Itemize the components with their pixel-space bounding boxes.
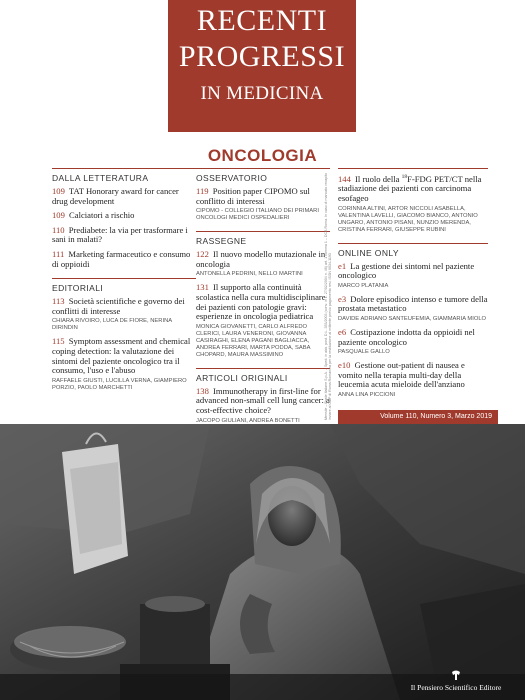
article-authors: CORINNIA ALTINI, ARTOR NICCOLI ASABELLA, VALENTINA LAVELLI, GIACOMO BIANCO, ANTONIO UNGARO, ANTONIO PISANI, NUNZIO MERENDA, CRISTINA FERRARI, GIUSEPPE RUBINI xyxy=(338,205,478,233)
masthead-line-1: RECENTI xyxy=(196,4,328,37)
toc-entry[interactable] xyxy=(338,262,488,290)
page-number: 113 xyxy=(52,296,65,307)
article-title-pre: Il ruolo della xyxy=(355,173,402,184)
article-authors: JACOPO GIULIANI, ANDREA BONETTI xyxy=(196,417,300,424)
toc-entry[interactable] xyxy=(338,295,488,323)
article-authors: CIPOMO - COLLEGIO ITALIANO DEI PRIMARI ONCOLOGI MEDICI OSPEDALIERI xyxy=(196,208,319,222)
article-title: Marketing farmaceutico e consumo di oppioidi xyxy=(52,248,191,269)
article-authors: MONICA GIOVANETTI, CARLO ALFREDO CLERICI, LAURA VENERONI, GIOVANNA CASIRAGHI, ELENA PAGANI BAGLIACCA, ANDREA FERRARI, MARTA PODDA, SABA CHOPARD, MAURA MASSIMINO xyxy=(196,323,311,358)
article-authors: DAVIDE ADRIANO SANTEUFEMIA, GIAMMARIA MIOLO xyxy=(338,316,487,323)
article-title: La gestione dei sintomi nel paziente oncologico xyxy=(338,260,475,281)
article-title: Calciatori a rischio xyxy=(69,210,135,221)
section-title: ARTICOLI ORIGINALI xyxy=(196,372,288,383)
isotope-superscript: 18 xyxy=(401,174,408,180)
section-rule xyxy=(338,243,488,244)
article-title: TAT Honorary award for cancer drug development xyxy=(52,186,179,206)
page-number: 110 xyxy=(52,224,65,235)
page-number: 138 xyxy=(196,385,209,396)
page-number: 131 xyxy=(196,282,209,293)
section-rule xyxy=(338,168,488,169)
toc-entry[interactable] xyxy=(52,337,196,391)
masthead xyxy=(168,0,356,132)
volume-issue-bar: Volume 110, Numero 3, Marzo 2019 xyxy=(338,410,498,424)
section-title: RASSEGNE xyxy=(196,236,247,247)
masthead-line-3: IN MEDICINA xyxy=(200,83,324,104)
toc-entry[interactable] xyxy=(52,250,196,269)
article-authors: MARCO PLATANIA xyxy=(338,282,389,289)
article-title: Prediabete: la via per trasformare i sani in malati? xyxy=(52,224,188,245)
toc-entry[interactable] xyxy=(196,283,330,358)
section-title: ONLINE ONLY xyxy=(338,247,399,258)
article-title: Dolore episodico intenso e tumore della prostata metastatico xyxy=(338,293,488,314)
page-number: 115 xyxy=(52,336,65,347)
page-number: 109 xyxy=(52,186,65,196)
page-number: e1 xyxy=(338,260,347,271)
page-number: e10 xyxy=(338,360,351,371)
article-title-post: F-FDG PET/CT nella stadiazione dei pazienti con carcinoma esofageo xyxy=(338,173,482,204)
article-title: Il nuovo modello mutazionale in oncologia xyxy=(196,249,326,269)
page-number: e6 xyxy=(338,327,347,338)
masthead-line-2: PROGRESSI xyxy=(178,40,346,73)
page-number: 109 xyxy=(52,210,65,221)
article-title: Il supporto alla continuità scolastica nella cura multidisciplinare dei pazienti con patologie gravi: esperienze in oncologia pediatrica xyxy=(196,282,326,322)
publisher-logo-icon xyxy=(450,669,462,681)
article-authors: CHIARA RIVOIRO, LUCA DE FIORE, NERINA DIRINDIN xyxy=(52,318,172,332)
postal-legal-text: Mensile – Poste Italiane S.p.A. – Sped. in abb. post. D.L. 353/2003 (conv. in L. 27/02/2004 n. 46) art. 1 comma 1 – DCB Roma. In caso di mancato recapito inviare al CMP di Roma Romanina per la restituzione al mittente previo pagamento resi. ISSN 0034-1193 xyxy=(324,172,332,420)
article-title: Immunotherapy in first-line for advanced non-small cell lung cancer: a cost-effective choice? xyxy=(196,385,330,415)
cover-photo xyxy=(0,424,525,700)
issue-topic: ONCOLOGIA xyxy=(207,146,318,165)
section-title: OSSERVATORIO xyxy=(196,173,268,183)
toc-entry[interactable] xyxy=(338,361,488,399)
publisher-credit xyxy=(401,669,511,692)
section-rule xyxy=(196,168,330,169)
section-title: EDITORIALI xyxy=(52,283,104,294)
toc-entry[interactable] xyxy=(196,250,330,278)
page-number: 122 xyxy=(196,249,209,260)
article-authors: ANTONELLA PEDRINI, NELLO MARTINI xyxy=(196,271,303,278)
toc-entry[interactable] xyxy=(338,173,488,234)
article-authors: PASQUALE GALLO xyxy=(338,349,390,356)
toc-entry[interactable] xyxy=(52,187,196,206)
cover-photo-illustration xyxy=(0,424,525,700)
toc-entry[interactable] xyxy=(196,387,330,425)
publisher-name: Il Pensiero Scientifico Editore xyxy=(410,683,502,692)
section-rule xyxy=(196,231,330,232)
page-number: 111 xyxy=(52,248,65,259)
toc-column-1 xyxy=(52,168,196,397)
toc-entry[interactable] xyxy=(52,211,196,221)
toc-column-2 xyxy=(196,168,330,430)
article-title: Costipazione indotta da oppioidi nel paziente oncologico xyxy=(338,327,475,347)
article-authors: RAFFAELE GIUSTI, LUCILLA VERNA, GIAMPIERO PORZIO, PAOLO MARCHETTI xyxy=(52,377,187,391)
section-rule xyxy=(52,278,196,279)
toc-entry[interactable] xyxy=(52,226,196,245)
toc-column-3 xyxy=(338,168,488,404)
toc-entry[interactable] xyxy=(196,187,330,222)
article-title: Position paper CIPOMO sul conflitto di interessi xyxy=(196,186,310,206)
page-number: e3 xyxy=(338,293,347,304)
toc-entry[interactable] xyxy=(338,328,488,356)
page-number: 144 xyxy=(338,173,351,184)
article-authors: ANNA LINA PICCIONI xyxy=(338,391,396,398)
article-title: Symptom assessment and chemical coping detection: la valutazione dei sintomi del paziente oncologico tra il consumo, l'uso e l'abuso xyxy=(52,336,191,376)
section-rule xyxy=(196,368,330,369)
article-title: Gestione out-patient di nausea e vomito nella terapia multi-day della leucemia acuta mieloide dell'anziano xyxy=(338,360,465,390)
toc-entry[interactable] xyxy=(52,297,196,332)
page-number: 119 xyxy=(196,186,209,196)
section-rule xyxy=(52,168,196,169)
article-title: Società scientifiche e governo dei conflitti di interesse xyxy=(52,296,185,316)
section-title: DALLA LETTERATURA xyxy=(52,173,149,183)
